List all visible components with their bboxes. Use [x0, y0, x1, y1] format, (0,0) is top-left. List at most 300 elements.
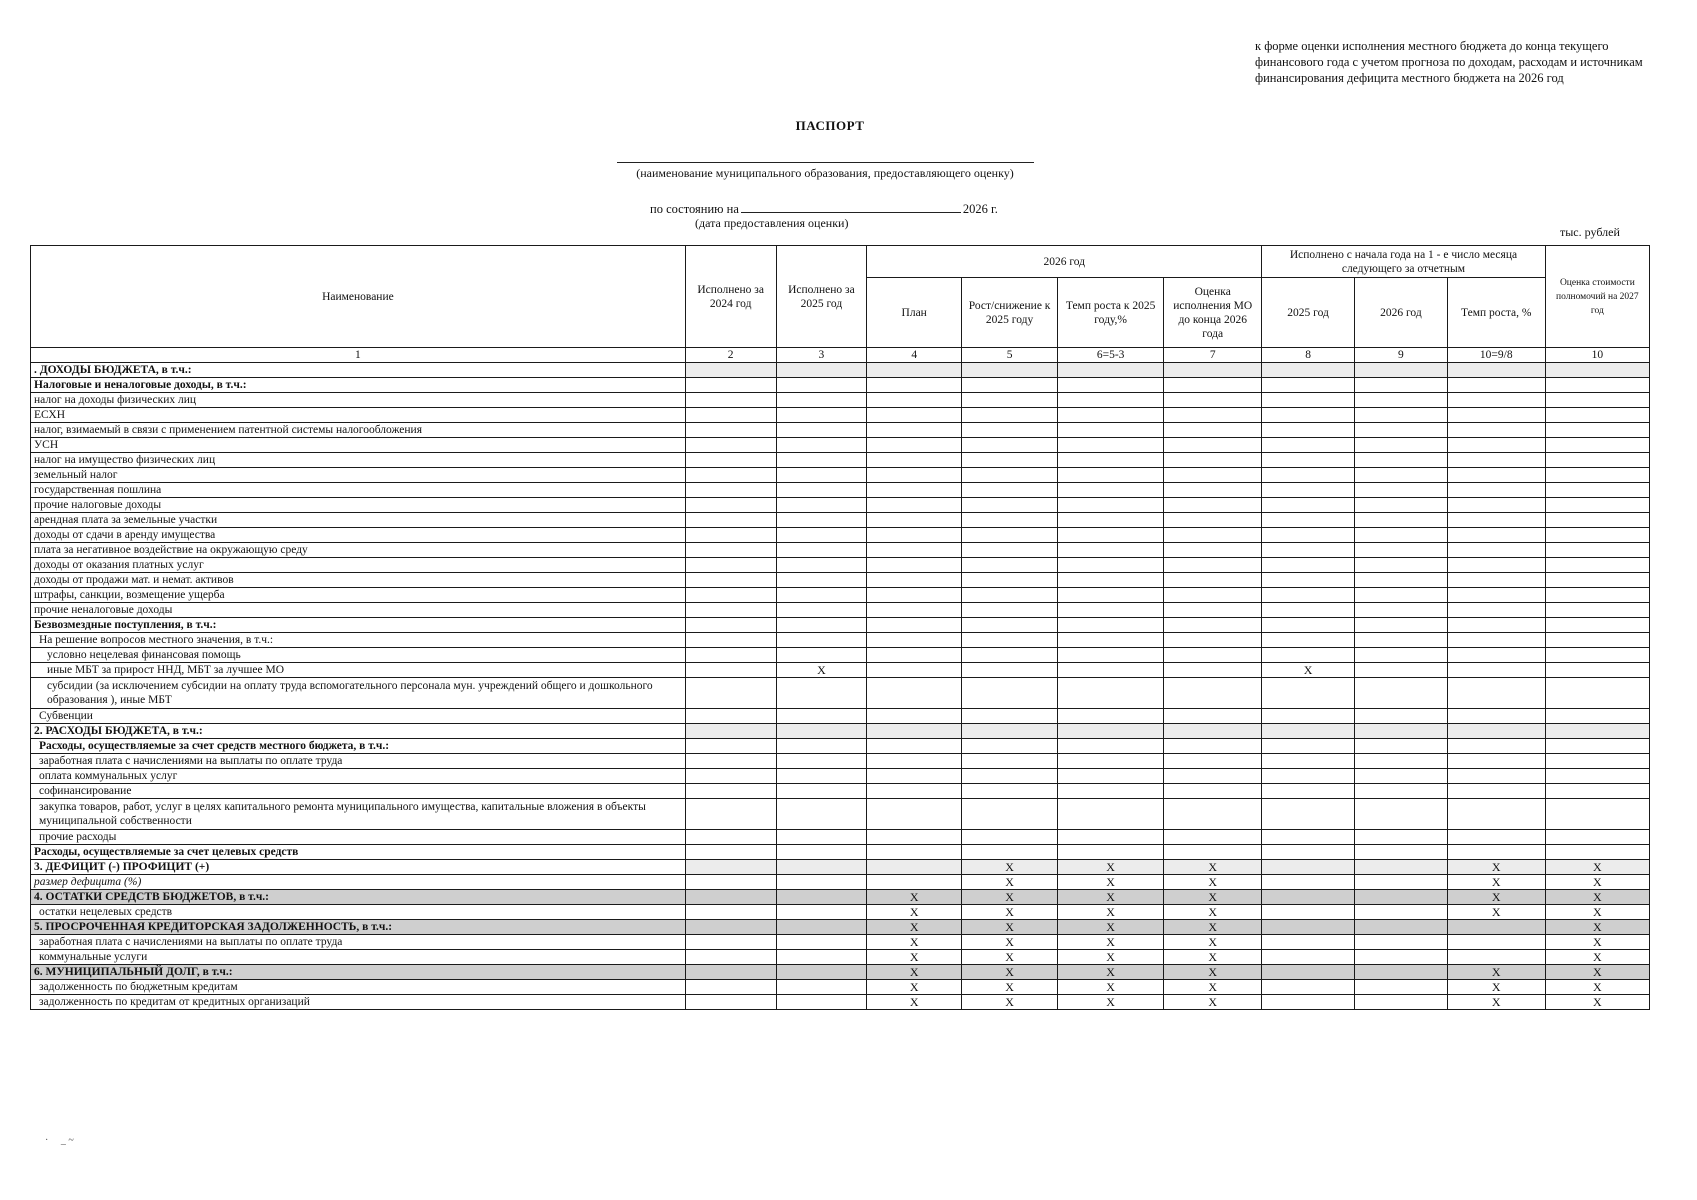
value-cell: [1262, 784, 1355, 799]
table-row: [31, 845, 1650, 860]
value-cell: [867, 393, 962, 408]
value-cell: [1262, 875, 1355, 890]
row-name: 2. РАСХОДЫ БЮДЖЕТА, в т.ч.:: [31, 724, 686, 739]
value-cell: [1164, 663, 1262, 678]
value-cell: [1447, 453, 1545, 468]
value-cell: [962, 754, 1058, 769]
value-cell: [685, 603, 776, 618]
table-row: [31, 543, 1650, 558]
value-cell: [685, 408, 776, 423]
value-cell: [1164, 378, 1262, 393]
value-cell: X: [1058, 905, 1164, 920]
date-caption: (дата предоставления оценки): [695, 216, 849, 230]
header-growth-vs-2025: Рост/снижение к 2025 году: [962, 278, 1058, 348]
row-name: остатки нецелевых средств: [31, 905, 686, 920]
value-cell: X: [1447, 860, 1545, 875]
column-number: 8: [1262, 348, 1355, 363]
row-name: Безвозмездные поступления, в т.ч.:: [31, 618, 686, 633]
value-cell: [1447, 573, 1545, 588]
value-cell: [1262, 890, 1355, 905]
value-cell: [776, 995, 867, 1010]
value-cell: X: [776, 663, 867, 678]
value-cell: [776, 784, 867, 799]
value-cell: [962, 724, 1058, 739]
value-cell: [962, 378, 1058, 393]
value-cell: [685, 483, 776, 498]
column-number: 6=5-3: [1058, 348, 1164, 363]
value-cell: X: [962, 980, 1058, 995]
value-cell: X: [962, 890, 1058, 905]
value-cell: [962, 528, 1058, 543]
value-cell: [1262, 468, 1355, 483]
value-cell: [867, 363, 962, 378]
value-cell: [685, 438, 776, 453]
row-name: задолженность по кредитам от кредитных организаций: [31, 995, 686, 1010]
value-cell: [867, 618, 962, 633]
value-cell: X: [1447, 980, 1545, 995]
value-cell: [1164, 423, 1262, 438]
value-cell: [1058, 648, 1164, 663]
value-cell: [1354, 543, 1447, 558]
value-cell: [1447, 393, 1545, 408]
value-cell: [1164, 588, 1262, 603]
value-cell: [1447, 423, 1545, 438]
value-cell: [776, 845, 867, 860]
value-cell: [1545, 739, 1649, 754]
value-cell: [962, 648, 1058, 663]
row-name: коммунальные услуги: [31, 950, 686, 965]
table-row: [31, 363, 1650, 378]
value-cell: [1262, 438, 1355, 453]
value-cell: [867, 513, 962, 528]
value-cell: [1164, 603, 1262, 618]
value-cell: [685, 573, 776, 588]
value-cell: [776, 453, 867, 468]
value-cell: [1058, 483, 1164, 498]
table-row: [31, 528, 1650, 543]
value-cell: [1545, 573, 1649, 588]
value-cell: [1262, 408, 1355, 423]
value-cell: [1354, 860, 1447, 875]
value-cell: [1262, 573, 1355, 588]
value-cell: [1058, 513, 1164, 528]
value-cell: [1058, 769, 1164, 784]
header-plan: План: [867, 278, 962, 348]
row-name: заработная плата с начислениями на выплаты по оплате труда: [31, 935, 686, 950]
value-cell: [685, 453, 776, 468]
value-cell: [1447, 483, 1545, 498]
value-cell: [1354, 799, 1447, 830]
table-row: [31, 905, 1650, 920]
column-number: 1: [31, 348, 686, 363]
value-cell: [962, 363, 1058, 378]
value-cell: X: [867, 890, 962, 905]
column-number: 5: [962, 348, 1058, 363]
value-cell: [776, 558, 867, 573]
value-cell: [1164, 739, 1262, 754]
value-cell: [1262, 678, 1355, 709]
value-cell: X: [1058, 965, 1164, 980]
value-cell: [1058, 558, 1164, 573]
value-cell: [962, 588, 1058, 603]
value-cell: [685, 618, 776, 633]
value-cell: X: [867, 965, 962, 980]
value-cell: [1262, 558, 1355, 573]
table-row: [31, 890, 1650, 905]
value-cell: X: [1545, 860, 1649, 875]
value-cell: [685, 995, 776, 1010]
value-cell: X: [867, 950, 962, 965]
value-cell: [1058, 378, 1164, 393]
value-cell: [1354, 709, 1447, 724]
value-cell: X: [867, 935, 962, 950]
value-cell: [1447, 528, 1545, 543]
value-cell: [1354, 648, 1447, 663]
value-cell: [1262, 603, 1355, 618]
value-cell: X: [1164, 890, 1262, 905]
row-name: оплата коммунальных услуг: [31, 769, 686, 784]
value-cell: X: [962, 950, 1058, 965]
value-cell: [1164, 724, 1262, 739]
value-cell: [1447, 513, 1545, 528]
value-cell: [867, 663, 962, 678]
value-cell: [1447, 724, 1545, 739]
value-cell: [867, 678, 962, 709]
value-cell: X: [1545, 875, 1649, 890]
table-row: [31, 950, 1650, 965]
value-cell: [962, 468, 1058, 483]
value-cell: [962, 678, 1058, 709]
value-cell: [1354, 378, 1447, 393]
value-cell: [1058, 603, 1164, 618]
row-name: размер дефицита (%): [31, 875, 686, 890]
value-cell: [1354, 845, 1447, 860]
value-cell: [1058, 363, 1164, 378]
value-cell: [776, 468, 867, 483]
row-name: УСН: [31, 438, 686, 453]
value-cell: [1545, 678, 1649, 709]
row-name: 6. МУНИЦИПАЛЬНЫЙ ДОЛГ, в т.ч.:: [31, 965, 686, 980]
passport-table: [30, 245, 1650, 1010]
value-cell: [776, 678, 867, 709]
value-cell: [1354, 769, 1447, 784]
value-cell: [867, 739, 962, 754]
value-cell: [867, 769, 962, 784]
value-cell: [1447, 935, 1545, 950]
value-cell: [1164, 784, 1262, 799]
value-cell: [962, 423, 1058, 438]
row-name: государственная пошлина: [31, 483, 686, 498]
value-cell: [867, 724, 962, 739]
value-cell: X: [962, 935, 1058, 950]
header-year-2025: 2025 год: [1262, 278, 1355, 348]
value-cell: X: [867, 995, 962, 1010]
value-cell: [776, 588, 867, 603]
value-cell: [1545, 618, 1649, 633]
row-name: 3. ДЕФИЦИТ (-) ПРОФИЦИТ (+): [31, 860, 686, 875]
value-cell: X: [1164, 920, 1262, 935]
value-cell: [962, 739, 1058, 754]
value-cell: [962, 784, 1058, 799]
value-cell: [1447, 438, 1545, 453]
value-cell: [1262, 393, 1355, 408]
table-row: [31, 860, 1650, 875]
value-cell: X: [1058, 935, 1164, 950]
value-cell: X: [867, 920, 962, 935]
value-cell: [1354, 393, 1447, 408]
table-row: [31, 483, 1650, 498]
value-cell: [1058, 438, 1164, 453]
value-cell: [867, 799, 962, 830]
value-cell: [1058, 633, 1164, 648]
value-cell: [1262, 905, 1355, 920]
value-cell: [1262, 648, 1355, 663]
row-name: плата за негативное воздействие на окружающую среду: [31, 543, 686, 558]
value-cell: [1058, 573, 1164, 588]
value-cell: [776, 408, 867, 423]
column-number: 9: [1354, 348, 1447, 363]
value-cell: [1164, 799, 1262, 830]
value-cell: [1058, 830, 1164, 845]
value-cell: [1164, 498, 1262, 513]
table-row: [31, 920, 1650, 935]
value-cell: X: [1545, 965, 1649, 980]
value-cell: [867, 453, 962, 468]
date-blank-field: [741, 200, 961, 213]
value-cell: [1545, 468, 1649, 483]
value-cell: [685, 890, 776, 905]
value-cell: [1354, 920, 1447, 935]
value-cell: [962, 573, 1058, 588]
table-row: [31, 935, 1650, 950]
row-name: земельный налог: [31, 468, 686, 483]
value-cell: [962, 498, 1058, 513]
value-cell: [776, 393, 867, 408]
value-cell: [962, 845, 1058, 860]
value-cell: [1164, 363, 1262, 378]
table-row: [31, 378, 1650, 393]
value-cell: [1058, 739, 1164, 754]
value-cell: [776, 724, 867, 739]
value-cell: [867, 438, 962, 453]
value-cell: [1354, 754, 1447, 769]
header-year-2026: 2026 год: [1354, 278, 1447, 348]
value-cell: [1262, 423, 1355, 438]
row-name: Расходы, осуществляемые за счет средств местного бюджета, в т.ч.:: [31, 739, 686, 754]
value-cell: [867, 483, 962, 498]
value-cell: [1545, 378, 1649, 393]
value-cell: [776, 423, 867, 438]
value-cell: X: [1545, 950, 1649, 965]
value-cell: [1545, 528, 1649, 543]
value-cell: [685, 980, 776, 995]
value-cell: [1447, 950, 1545, 965]
table-row: [31, 573, 1650, 588]
value-cell: [867, 754, 962, 769]
value-cell: [1164, 709, 1262, 724]
value-cell: [1354, 678, 1447, 709]
value-cell: [1545, 709, 1649, 724]
value-cell: [1058, 618, 1164, 633]
value-cell: [1164, 393, 1262, 408]
table-row: [31, 965, 1650, 980]
value-cell: [1058, 845, 1164, 860]
value-cell: [776, 935, 867, 950]
value-cell: X: [1058, 890, 1164, 905]
value-cell: X: [1058, 875, 1164, 890]
value-cell: [1447, 648, 1545, 663]
value-cell: [1447, 845, 1545, 860]
table-row: [31, 830, 1650, 845]
value-cell: [776, 438, 867, 453]
value-cell: X: [1058, 860, 1164, 875]
header-group-executed: Исполнено с начала года на 1 - е число месяца следующего за отчетным: [1262, 246, 1546, 278]
value-cell: [1354, 438, 1447, 453]
value-cell: [685, 423, 776, 438]
table-row: [31, 558, 1650, 573]
document-title: ПАСПОРТ: [795, 118, 865, 133]
value-cell: [1164, 678, 1262, 709]
value-cell: [1164, 558, 1262, 573]
value-cell: [1262, 709, 1355, 724]
table-row: [31, 423, 1650, 438]
value-cell: [1262, 618, 1355, 633]
value-cell: [962, 393, 1058, 408]
value-cell: [1447, 769, 1545, 784]
value-cell: [776, 875, 867, 890]
value-cell: [1164, 633, 1262, 648]
value-cell: [1354, 513, 1447, 528]
value-cell: X: [962, 995, 1058, 1010]
value-cell: [1447, 784, 1545, 799]
value-cell: X: [867, 905, 962, 920]
value-cell: [776, 498, 867, 513]
row-name: прочие расходы: [31, 830, 686, 845]
value-cell: [1262, 724, 1355, 739]
value-cell: [1354, 663, 1447, 678]
value-cell: X: [1164, 995, 1262, 1010]
value-cell: X: [1058, 950, 1164, 965]
date-prefix: по состоянию на: [650, 202, 739, 216]
value-cell: [1447, 543, 1545, 558]
value-cell: X: [1447, 890, 1545, 905]
table-row: [31, 663, 1650, 678]
value-cell: [1058, 724, 1164, 739]
value-cell: [1164, 618, 1262, 633]
value-cell: [1447, 633, 1545, 648]
value-cell: [1354, 618, 1447, 633]
value-cell: [962, 603, 1058, 618]
value-cell: X: [962, 920, 1058, 935]
value-cell: [962, 618, 1058, 633]
value-cell: [685, 648, 776, 663]
value-cell: [1354, 528, 1447, 543]
value-cell: [1545, 633, 1649, 648]
value-cell: [1354, 830, 1447, 845]
value-cell: [1058, 588, 1164, 603]
value-cell: [776, 830, 867, 845]
value-cell: [1354, 875, 1447, 890]
column-number: 4: [867, 348, 962, 363]
column-number: 7: [1164, 348, 1262, 363]
value-cell: [962, 830, 1058, 845]
value-cell: [776, 890, 867, 905]
value-cell: [685, 709, 776, 724]
value-cell: [1262, 498, 1355, 513]
value-cell: [867, 558, 962, 573]
value-cell: [1262, 860, 1355, 875]
value-cell: [1447, 408, 1545, 423]
value-cell: [1545, 830, 1649, 845]
row-name: ЕСХН: [31, 408, 686, 423]
value-cell: [1164, 845, 1262, 860]
value-cell: [1262, 378, 1355, 393]
value-cell: [1354, 739, 1447, 754]
value-cell: [1262, 739, 1355, 754]
value-cell: [1164, 468, 1262, 483]
table-row: [31, 678, 1650, 709]
value-cell: [867, 573, 962, 588]
value-cell: [1262, 633, 1355, 648]
value-cell: X: [962, 965, 1058, 980]
header-group-2026: 2026 год: [867, 246, 1262, 278]
header-growth-rate-2025: Темп роста к 2025 году,%: [1058, 278, 1164, 348]
row-name: субсидии (за исключением субсидии на оплату труда вспомогательного персонала мун. учреждений общего и дошкольного образования ), иные МБТ: [31, 678, 686, 709]
value-cell: X: [1164, 905, 1262, 920]
row-name: прочие налоговые доходы: [31, 498, 686, 513]
value-cell: [867, 468, 962, 483]
column-number: 3: [776, 348, 867, 363]
value-cell: [962, 709, 1058, 724]
value-cell: [776, 633, 867, 648]
value-cell: [962, 558, 1058, 573]
value-cell: X: [1545, 920, 1649, 935]
value-cell: [1447, 709, 1545, 724]
value-cell: [685, 363, 776, 378]
value-cell: X: [1164, 980, 1262, 995]
value-cell: [1545, 393, 1649, 408]
value-cell: [1262, 920, 1355, 935]
value-cell: [1354, 980, 1447, 995]
value-cell: [685, 543, 776, 558]
value-cell: [867, 633, 962, 648]
value-cell: [685, 724, 776, 739]
value-cell: X: [1164, 965, 1262, 980]
value-cell: [1354, 633, 1447, 648]
value-cell: X: [867, 980, 962, 995]
value-cell: X: [1447, 905, 1545, 920]
municipality-name-caption: (наименование муниципального образования, предоставляющего оценку): [636, 166, 1014, 180]
table-row: [31, 724, 1650, 739]
table-row: [31, 739, 1650, 754]
value-cell: [867, 830, 962, 845]
row-name: софинансирование: [31, 784, 686, 799]
column-number-row: [31, 348, 1650, 363]
value-cell: [1447, 558, 1545, 573]
value-cell: [685, 739, 776, 754]
table-row: [31, 754, 1650, 769]
value-cell: [1058, 408, 1164, 423]
scan-mark: · _ ~: [45, 1135, 74, 1146]
value-cell: [1058, 543, 1164, 558]
row-name: Субвенции: [31, 709, 686, 724]
table-row: [31, 648, 1650, 663]
header-executed-2024: Исполнено за 2024 год: [685, 246, 776, 348]
value-cell: [685, 393, 776, 408]
row-name: условно нецелевая финансовая помощь: [31, 648, 686, 663]
value-cell: [1262, 483, 1355, 498]
value-cell: [1545, 769, 1649, 784]
